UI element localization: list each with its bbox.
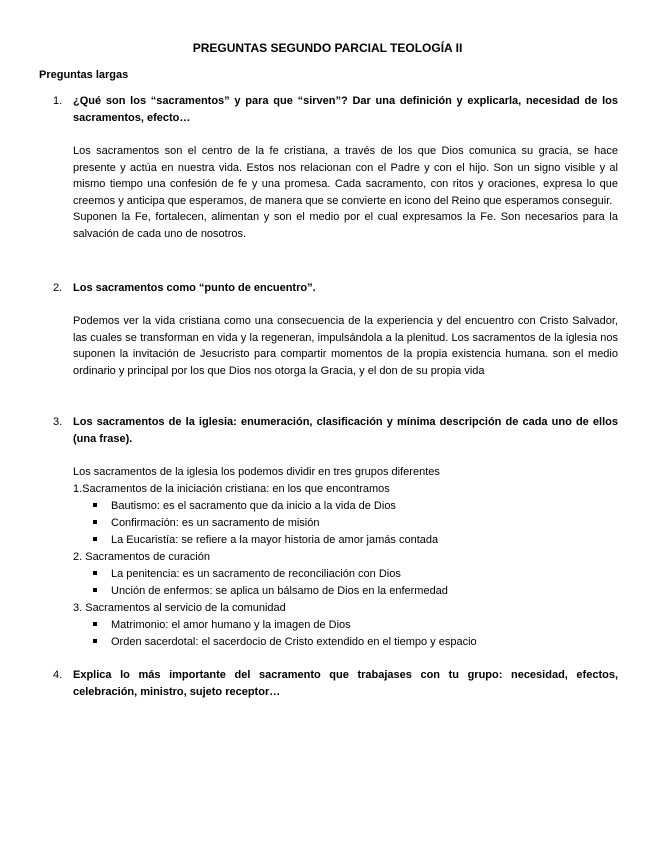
question-1 [53,93,618,126]
list-item-text: Matrimonio: el amor humano y la imagen de Dios [111,619,351,631]
answer-1 [73,143,618,242]
question-number: 3. [53,416,63,428]
list-item [73,498,618,515]
list-item-text: La Eucaristía: se refiere a la mayor historia de amor jamás contada [111,534,439,546]
list-item-text: Unción de enfermos: se aplica un bálsamo de Dios en la enfermedad [111,585,448,597]
list-intro: Los sacramentos de la iglesia los podemos dividir en tres grupos diferentes [73,466,440,478]
list-item [73,515,618,532]
list-item [73,583,618,600]
sacraments-list [73,464,618,651]
bullet-icon [93,537,97,541]
question-text: Los sacramentos como “punto de encuentro”. [73,282,316,294]
bullet-icon [93,639,97,643]
question-text: ¿Qué son los “sacramentos” y para que “sirven”? Dar una definición y explicarla, necesidad de los sacramentos, efecto… [73,95,618,124]
list-item-text: Bautismo: es el sacramento que da inicio a la vida de Dios [111,500,396,512]
list-item-text: La penitencia: es un sacramento de reconciliación con Dios [111,568,401,580]
question-text: Los sacramentos de la iglesia: enumeración, clasificación y mínima descripción de cada uno de ellos (una frase). [73,416,618,445]
list-item-text: Confirmación: es un sacramento de misión [111,517,320,529]
list-item [73,532,618,549]
page-title: PREGUNTAS SEGUNDO PARCIAL TEOLOGÍA II [192,41,463,55]
list-item [73,634,618,651]
group-heading: 2. Sacramentos de curación [73,551,210,563]
bullet-icon [93,503,97,507]
question-4 [53,667,618,700]
answer-paragraph: Los sacramentos son el centro de la fe cristiana, a través de los que Dios comunica su gracia, se hace presente y actúa en nuestra vida. Estos nos relacionan con el Padre y con el hijo. Son un signo visible y al mismo tiempo una confesión de fe y una promesa. Cada sacramento, con ritos y oraciones, expresa lo que creemos y anticipa que esperamos, de manera que se convierte en icono del Reino que esperamos conseguir. [73,145,618,207]
group-heading: 1.Sacramentos de la iniciación cristiana: en los que encontramos [73,483,390,495]
bullet-icon [93,588,97,592]
answer-2 [73,313,618,379]
answer-paragraph: Suponen la Fe, fortalecen, alimentan y son el medio por el cual expresamos la Fe. Son necesarios para la salvación de cada uno de nosotros. [73,211,618,240]
answer-paragraph: Podemos ver la vida cristiana como una consecuencia de la experiencia y del encuentro con Cristo Salvador, las cuales se transforman en vida y la regeneran, impulsándola a la plenitud. Los sacramentos de la iglesia nos suponen la invitación de Jesucristo para compartir momentos de la propia existencia humana. son el medio ordinario y principal por los que Dios nos otorga la Gracia, y el don de su propia vida [73,315,618,377]
question-3 [53,414,618,447]
list-item [73,566,618,583]
question-2 [53,280,618,297]
bullet-icon [93,622,97,626]
list-item-text: Orden sacerdotal: el sacerdocio de Cristo extendido en el tiempo y espacio [111,636,477,648]
question-text: Explica lo más importante del sacramento que trabajases con tu grupo: necesidad, efectos, celebración, ministro, sujeto receptor… [73,669,618,698]
list-item [73,617,618,634]
question-number: 2. [53,282,63,294]
question-number: 1. [53,95,63,107]
section-heading: Preguntas largas [39,69,129,81]
group-heading: 3. Sacramentos al servicio de la comunidad [73,602,286,614]
question-number: 4. [53,669,63,681]
bullet-icon [93,520,97,524]
bullet-icon [93,571,97,575]
